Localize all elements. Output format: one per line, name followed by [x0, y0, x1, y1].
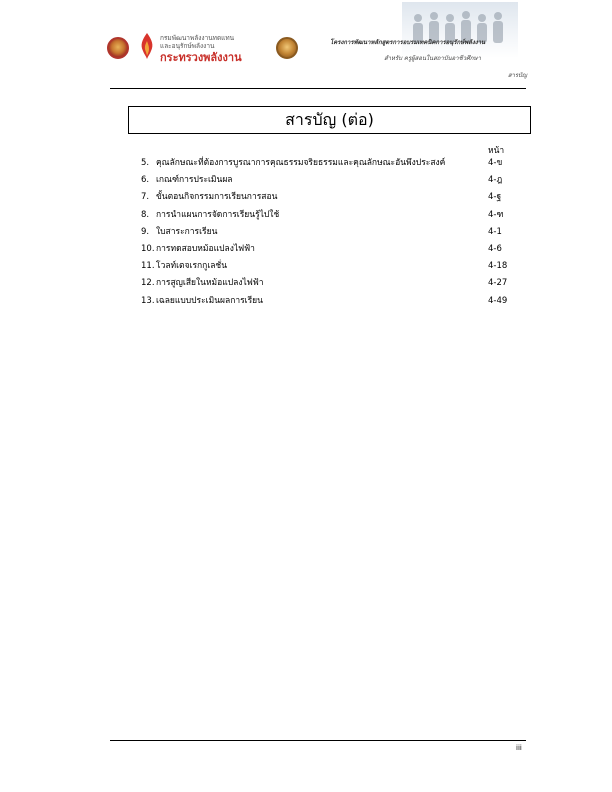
- toc-entry-page: 4-ข: [488, 158, 503, 168]
- toc-entry-number: 12.: [141, 278, 155, 289]
- dede-flame-logo: [138, 32, 156, 60]
- footer-divider: [110, 740, 526, 741]
- toc-entry-title: ขั้นตอนกิจกรรมการเรียนการสอน: [156, 192, 278, 203]
- toc-entry-number: 13.: [141, 295, 155, 306]
- toc-entry-title: โวลท์เตจเรกกูเลชั่น: [156, 261, 228, 272]
- toc-entry-page: 4-ฎ: [488, 175, 503, 186]
- toc-entry-page: 4-27: [488, 278, 508, 289]
- toc-entry-page: 4-ฐ: [488, 192, 502, 203]
- toc-entry-number: 7.: [141, 192, 150, 203]
- toc-entry-title: การสูญเสียในหม้อแปลงไฟฟ้า: [156, 278, 264, 289]
- toc-entry[interactable]: [141, 275, 521, 292]
- org-name-line2: และอนุรักษ์พลังงาน: [160, 42, 215, 50]
- toc-entry-title: การนำแผนการจัดการเรียนรู้ไปใช้: [156, 209, 280, 220]
- header-section-label: สารบัญ: [507, 72, 527, 79]
- page-column-label: หน้า: [488, 146, 505, 156]
- page-title: สารบัญ (ต่อ): [128, 106, 531, 134]
- institute-seal-logo: [276, 37, 298, 59]
- footer-page-number: iii: [516, 744, 522, 752]
- toc-entry-title: เกณฑ์การประเมินผล: [156, 175, 233, 186]
- toc-entry-page: 4-6: [488, 243, 502, 254]
- toc-entry-number: 5.: [141, 158, 150, 168]
- toc-entry-page: 4-1: [488, 226, 502, 237]
- toc-entry-title: การทดสอบหม้อแปลงไฟฟ้า: [156, 243, 255, 254]
- table-of-contents: [141, 155, 521, 310]
- page-header: [0, 0, 612, 88]
- people-silhouette-banner: [402, 2, 518, 58]
- toc-entry-number: 11.: [141, 261, 155, 272]
- toc-entry[interactable]: [141, 172, 521, 189]
- toc-entry[interactable]: [141, 189, 521, 206]
- ministry-name: กระทรวงพลังงาน: [160, 51, 242, 64]
- toc-entry-title: ใบสาระการเรียน: [156, 226, 218, 237]
- toc-entry-title: คุณลักษณะที่ต้องการบูรณาการคุณธรรมจริยธรรมและคุณลักษณะอันพึงประสงค์: [156, 158, 446, 168]
- toc-entry-number: 9.: [141, 226, 150, 237]
- toc-entry-page: 4-18: [488, 261, 508, 272]
- header-divider: [110, 88, 526, 89]
- project-subtitle: สำหรับ ครูผู้สอนในสถาบันอาชีวศึกษา: [384, 55, 481, 62]
- toc-entry-number: 10.: [141, 243, 155, 254]
- toc-entry-title: เฉลยแบบประเมินผลการเรียน: [156, 295, 263, 306]
- toc-entry-number: 8.: [141, 209, 150, 220]
- toc-entry[interactable]: [141, 155, 521, 172]
- government-seal-logo: [107, 37, 129, 59]
- org-name-line1: กรมพัฒนาพลังงานทดแทน: [160, 34, 235, 42]
- toc-entry[interactable]: [141, 241, 521, 258]
- toc-entry[interactable]: [141, 224, 521, 241]
- toc-entry[interactable]: [141, 258, 521, 275]
- toc-entry-number: 6.: [141, 175, 150, 186]
- toc-entry[interactable]: [141, 207, 521, 224]
- toc-entry-page: 4-49: [488, 295, 508, 306]
- toc-entry-page: 4-ฑ: [488, 209, 504, 220]
- toc-entry[interactable]: [141, 293, 521, 310]
- project-title: โครงการพัฒนาหลักสูตรการอบรมเทคนิคการอนุรักษ์พลังงาน: [330, 39, 486, 46]
